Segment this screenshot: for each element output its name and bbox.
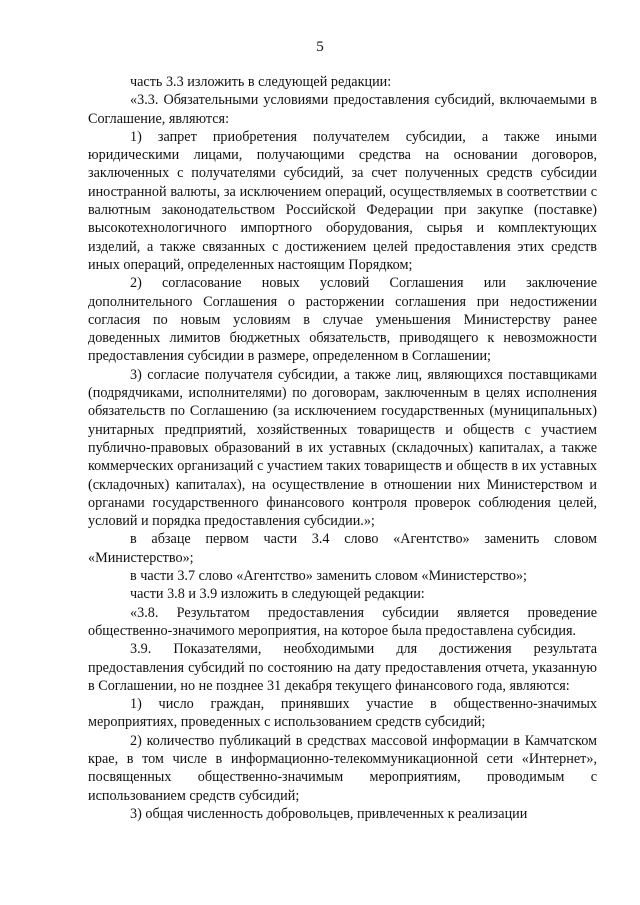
paragraph: в части 3.7 слово «Агентство» заменить словом «Министерство»; bbox=[130, 568, 527, 585]
paragraph: 3) общая численность добровольцев, привлеченных к реализации bbox=[130, 805, 528, 822]
paragraph: 3) согласие получателя субсидии, а также лиц, являющихся поставщиками (подрядчиками, исполнителями) по договорам, заключенным в целях исполнения обязательств по Соглашению (за исключением государственных (муниципальных) унитарных предприятий, хозяйственных товариществ и обществ с участием публично-правовых образований в их уставных (складочных) капиталах, а также коммерческих организаций с участием таких товариществ и обществ в их уставных (складочных) капиталах), на осуществление в отношении них Министерством и органами государственного финансового контроля проверок соблюдения целей, условий и порядка предоставления субсидии.»; bbox=[88, 366, 597, 530]
paragraph: 2) количество публикаций в средствах массовой информации в Камчатском крае, в том числе в информационно-телекоммуникационной сети «Интернет», посвященных общественно-значимым мероприятиям, проводимым с использованием средств субсидий; bbox=[88, 732, 597, 804]
paragraph: «3.8. Результатом предоставления субсидии является проведение общественно-значимого мероприятия, на которое была предоставлена субсидия. bbox=[88, 604, 597, 639]
document-body bbox=[88, 73, 597, 823]
paragraph: 3.9. Показателями, необходимыми для достижения результата предоставления субсидий по состоянию на дату предоставления отчета, указанную в Соглашении, но не позднее 31 декабря текущего финансового года, являются: bbox=[88, 641, 597, 694]
paragraph: части 3.8 и 3.9 изложить в следующей редакции: bbox=[130, 586, 425, 603]
paragraph: 1) число граждан, принявших участие в общественно-значимых мероприятиях, проведенных с использованием средств субсидий; bbox=[88, 696, 597, 731]
paragraph: 1) запрет приобретения получателем субсидии, а также иными юридическими лицами, получающими средства на основании договоров, заключенных с получателями субсидий, за счет полученных средств субсидии иностранной валюты, за исключением операций, осуществляемых в соответствии с валютным законодательством Российской Федерации при закупке (поставке) высокотехнологичного импортного оборудования, сырья и комплектующих изделий, а также связанных с достижением целей предоставления этих средств иных операций, определенных настоящим Порядком; bbox=[88, 128, 597, 273]
paragraph: 2) согласование новых условий Соглашения или заключение дополнительного Соглашения о расторжении соглашения при недостижении согласия по новым условиям в случае уменьшения Министерству ранее доведенных лимитов бюджетных обязательств, приводящего к невозможности предоставления субсидии в размере, определенном в Соглашении; bbox=[88, 275, 597, 365]
paragraph: часть 3.3 изложить в следующей редакции: bbox=[130, 74, 392, 90]
paragraph: «3.3. Обязательными условиями предоставления субсидий, включаемыми в Соглашение, являются: bbox=[88, 92, 597, 127]
page-number: 5 bbox=[316, 39, 324, 55]
paragraph: в абзаце первом части 3.4 слово «Агентство» заменить словом «Министерство»; bbox=[88, 531, 597, 566]
